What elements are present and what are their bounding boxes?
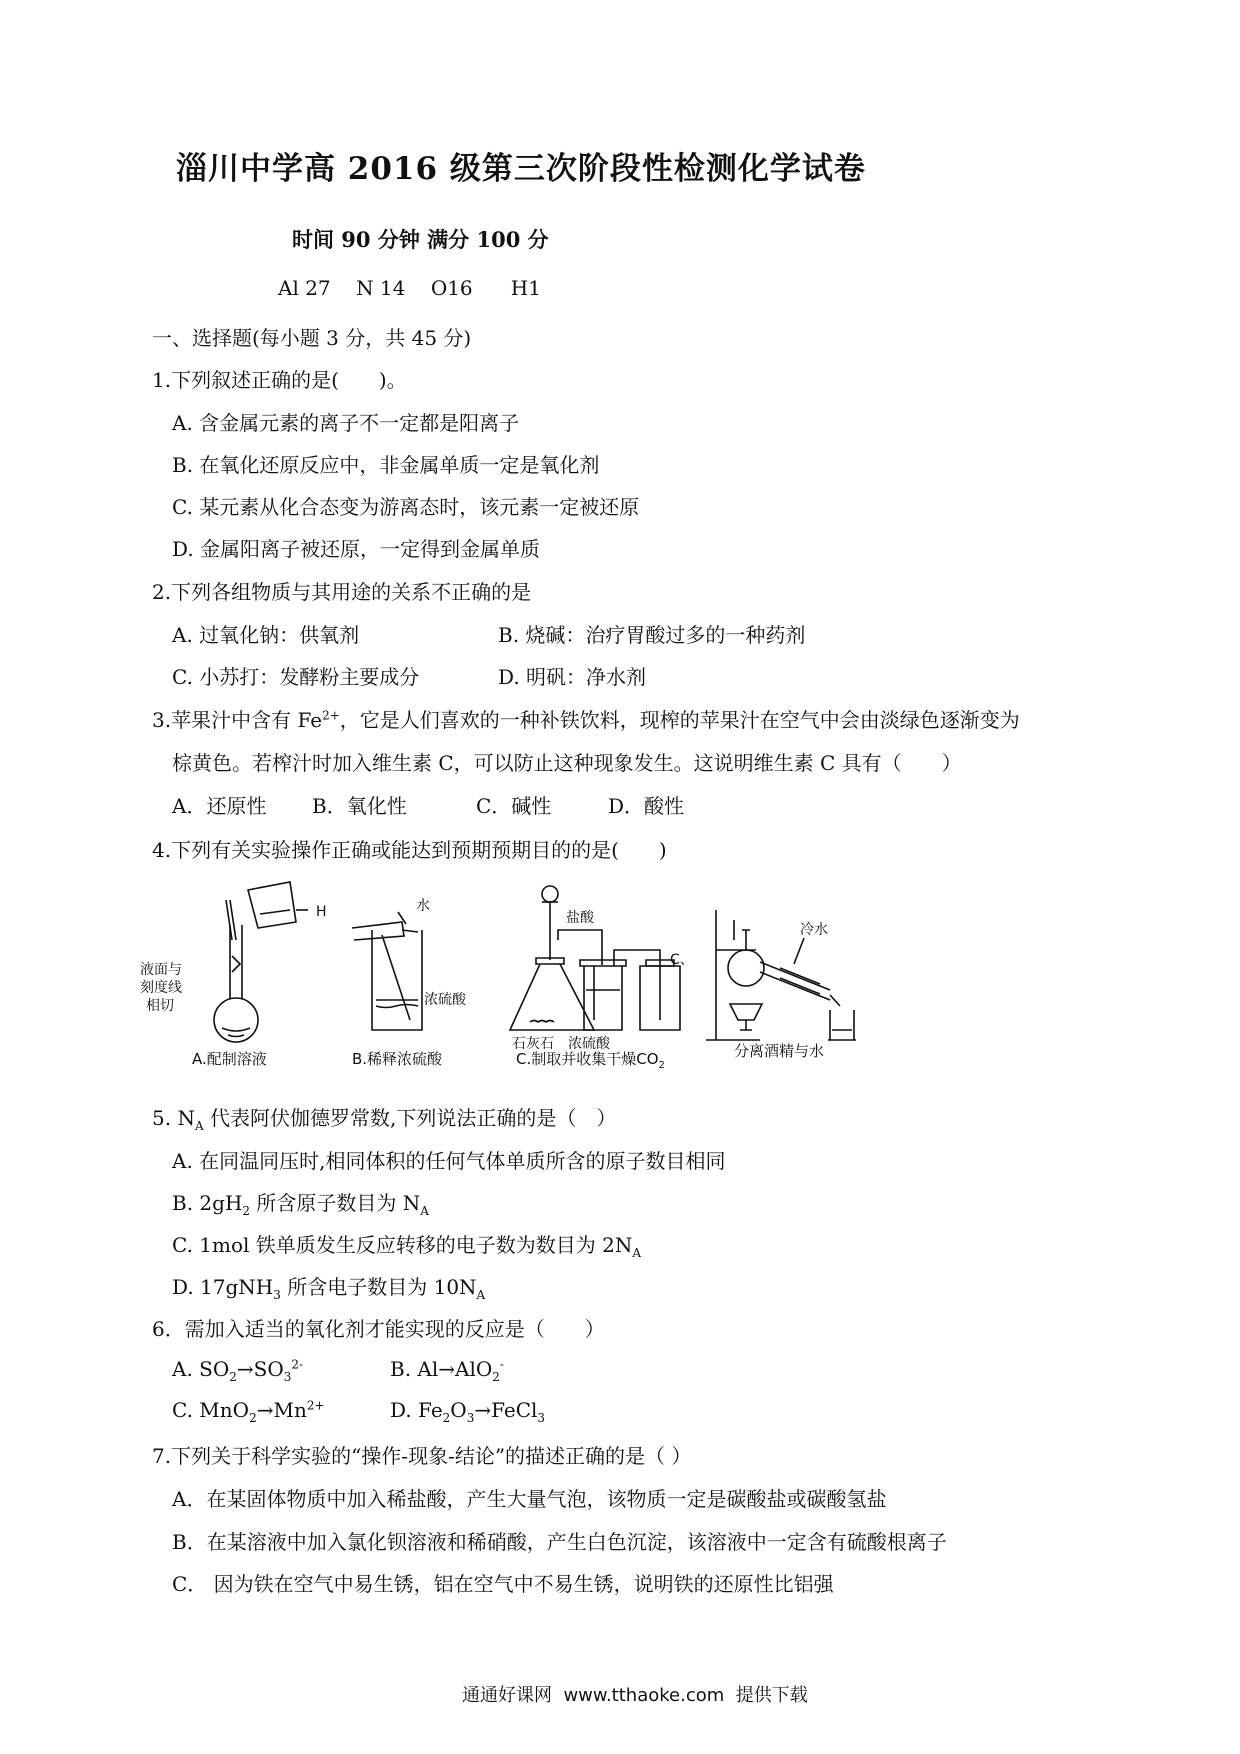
q6-d-pre: D. Fe xyxy=(390,1398,443,1422)
fig-c-caption-pre: C.制取并收集干燥CO xyxy=(516,1050,659,1068)
q5-d-mid: 所含电子数目为 10N xyxy=(280,1275,477,1299)
fig-d-label-letter: C、 xyxy=(670,952,694,968)
question-2-option-a: A. 过氧化钠：供氧剂 xyxy=(172,623,360,647)
question-7-option-c: C． 因为铁在空气中易生锈，铝在空气中不易生锈，说明铁的还原性比铝强 xyxy=(172,1572,834,1596)
q6-c-sub: 2 xyxy=(249,1411,257,1425)
q6-d-mid1: O xyxy=(450,1398,467,1422)
question-2-option-c: C. 小苏打：发酵粉主要成分 xyxy=(172,665,420,689)
question-5-option-b xyxy=(172,1187,429,1216)
q6-b-sub: 2 xyxy=(492,1370,500,1384)
q6-c-pre: C. MnO xyxy=(172,1398,250,1422)
q6-b-pre: B. Al→AlO xyxy=(390,1357,493,1381)
question-1-option-a: A. 含金属元素的离子不一定都是阳离子 xyxy=(172,411,520,435)
fig-b-label-water: 水 xyxy=(416,898,430,914)
exam-title: 淄川中学高 2016 级第三次阶段性检测化学试卷 xyxy=(176,151,866,187)
question-4-figures xyxy=(140,880,960,1070)
question-7-option-a: A．在某固体物质中加入稀盐酸，产生大量气泡，该物质一定是碳酸盐或碳酸氢盐 xyxy=(172,1487,887,1511)
fig-c-label-limestone: 石灰石 xyxy=(512,1036,554,1052)
q6-c-mid: →Mn xyxy=(256,1398,307,1422)
q5-b-sub1: 2 xyxy=(242,1204,251,1218)
q6-a-sub: 2 xyxy=(229,1370,237,1384)
exam-time-info: 时间 90 分钟 满分 100 分 xyxy=(292,227,549,252)
question-3-option-b: B．氧化性 xyxy=(312,794,407,818)
q3-stem-pre: 3.苹果汁中含有 Fe xyxy=(152,708,323,732)
question-5-option-c xyxy=(172,1229,641,1258)
q3-stem-sup: 2+ xyxy=(322,708,340,723)
question-4-stem: 4.下列有关实验操作正确或能达到预期预期目的的是( ) xyxy=(152,838,667,862)
q6-a-mid: →SO xyxy=(236,1357,284,1381)
question-6-option-d xyxy=(390,1398,546,1425)
q6-a-sub2: 3 xyxy=(283,1370,292,1384)
fig-d-label-water: 冷水 xyxy=(800,922,828,938)
fig-a-caption: A.配制溶液 xyxy=(192,1050,267,1068)
q5-b-mid: 所含原子数目为 N xyxy=(250,1191,421,1215)
distillation-figure xyxy=(706,910,856,1040)
fig-c-label-hcl: 盐酸 xyxy=(566,910,594,926)
q5-stem-pre: 5. N xyxy=(152,1106,195,1130)
q6-d-sub1: 2 xyxy=(442,1411,451,1425)
question-6-stem: 6．需加入适当的氧化剂才能实现的反应是（ ） xyxy=(152,1317,605,1341)
page-footer: 通通好课网 www.tthaoke.com 提供下载 xyxy=(462,1685,808,1706)
question-3-stem-line2: 棕黄色。若榨汁时加入维生素 C，可以防止这种现象发生。这说明维生素 C 具有（ ） xyxy=(172,751,962,775)
question-1-stem: 1.下列叙述正确的是( )。 xyxy=(152,368,407,392)
q5-d-sub1: 3 xyxy=(273,1288,281,1302)
q5-b-sub2: A xyxy=(420,1204,429,1218)
question-3-option-c: C．碱性 xyxy=(476,794,552,818)
question-7-option-b: B．在某溶液中加入氯化钡溶液和稀硝酸，产生白色沉淀，该溶液中一定含有硫酸根离子 xyxy=(172,1530,947,1554)
fig-a-label-h: H xyxy=(316,904,327,920)
question-1-option-b: B. 在氧化还原反应中，非金属单质一定是氧化剂 xyxy=(172,453,600,477)
q5-stem-sub: A xyxy=(194,1119,204,1133)
co2-apparatus-figure xyxy=(510,886,680,1030)
question-5-option-d xyxy=(172,1271,485,1300)
fig-c-label-acid: 浓硫酸 xyxy=(568,1036,610,1052)
question-3-option-d: D．酸性 xyxy=(608,794,685,818)
fig-b-caption: B.稀释浓硫酸 xyxy=(352,1050,443,1068)
q5-b-pre: B. 2gH xyxy=(172,1191,243,1215)
q5-stem-post: 代表阿伏伽德罗常数,下列说法正确的是（ ） xyxy=(203,1106,617,1130)
question-5-stem xyxy=(152,1102,616,1131)
fig-b-label-acid: 浓硫酸 xyxy=(424,992,466,1008)
question-3-stem-line1 xyxy=(152,704,1020,733)
question-1-option-d: D. 金属阳离子被还原，一定得到金属单质 xyxy=(172,537,541,561)
atomic-masses: Al 27 N 14 O16 H1 xyxy=(278,276,541,300)
q5-d-pre: D. 17gNH xyxy=(172,1275,274,1299)
section-heading: 一、选择题(每小题 3 分，共 45 分) xyxy=(152,326,472,350)
fig-a-label-line2: 刻度线 xyxy=(140,980,182,996)
q6-d-mid2: →FeCl xyxy=(474,1398,538,1422)
q6-a-pre: A. SO xyxy=(172,1357,230,1381)
q5-c-sub: A xyxy=(632,1246,642,1260)
fig-c-caption xyxy=(516,1050,665,1070)
fig-d-caption: 分离酒精与水 xyxy=(734,1042,825,1060)
question-6-option-a xyxy=(172,1357,304,1384)
question-2-option-d: D. 明矾：净水剂 xyxy=(498,665,647,689)
question-6-option-b xyxy=(390,1357,504,1384)
question-6-option-c xyxy=(172,1398,325,1425)
q5-c-pre: C. 1mol 铁单质发生反应转移的电子数为数目为 2N xyxy=(172,1233,633,1257)
fig-c-caption-sub: 2 xyxy=(658,1060,665,1070)
question-2-stem: 2.下列各组物质与其用途的关系不正确的是 xyxy=(152,580,532,604)
q6-a-sup: 2- xyxy=(291,1357,304,1372)
q6-b-sup: - xyxy=(499,1357,504,1372)
question-3-option-a: A．还原性 xyxy=(172,794,267,818)
fig-a-label-line3: 相切 xyxy=(146,998,174,1014)
q5-d-sub2: A xyxy=(476,1288,486,1302)
q3-stem-post: ，它是人们喜欢的一种补铁饮料，现榨的苹果汁在空气中会由淡绿色逐渐变为 xyxy=(339,708,1020,732)
q6-c-sup: 2+ xyxy=(306,1398,325,1413)
question-5-option-a: A. 在同温同压时,相同体积的任何气体单质所含的原子数目相同 xyxy=(172,1149,726,1173)
q6-d-sub2: 3 xyxy=(466,1411,475,1425)
question-1-option-c: C. 某元素从化合态变为游离态时，该元素一定被还原 xyxy=(172,495,640,519)
q6-d-sub3: 3 xyxy=(537,1411,546,1425)
fig-a-label-line1: 液面与 xyxy=(140,962,182,978)
volumetric-flask-figure xyxy=(214,882,308,1042)
beaker-dilution-figure xyxy=(352,912,422,1030)
question-2-option-b: B. 烧碱：治疗胃酸过多的一种药剂 xyxy=(498,623,806,647)
question-7-stem: 7.下列关于科学实验的“操作-现象-结论”的描述正确的是（ ） xyxy=(152,1444,692,1468)
